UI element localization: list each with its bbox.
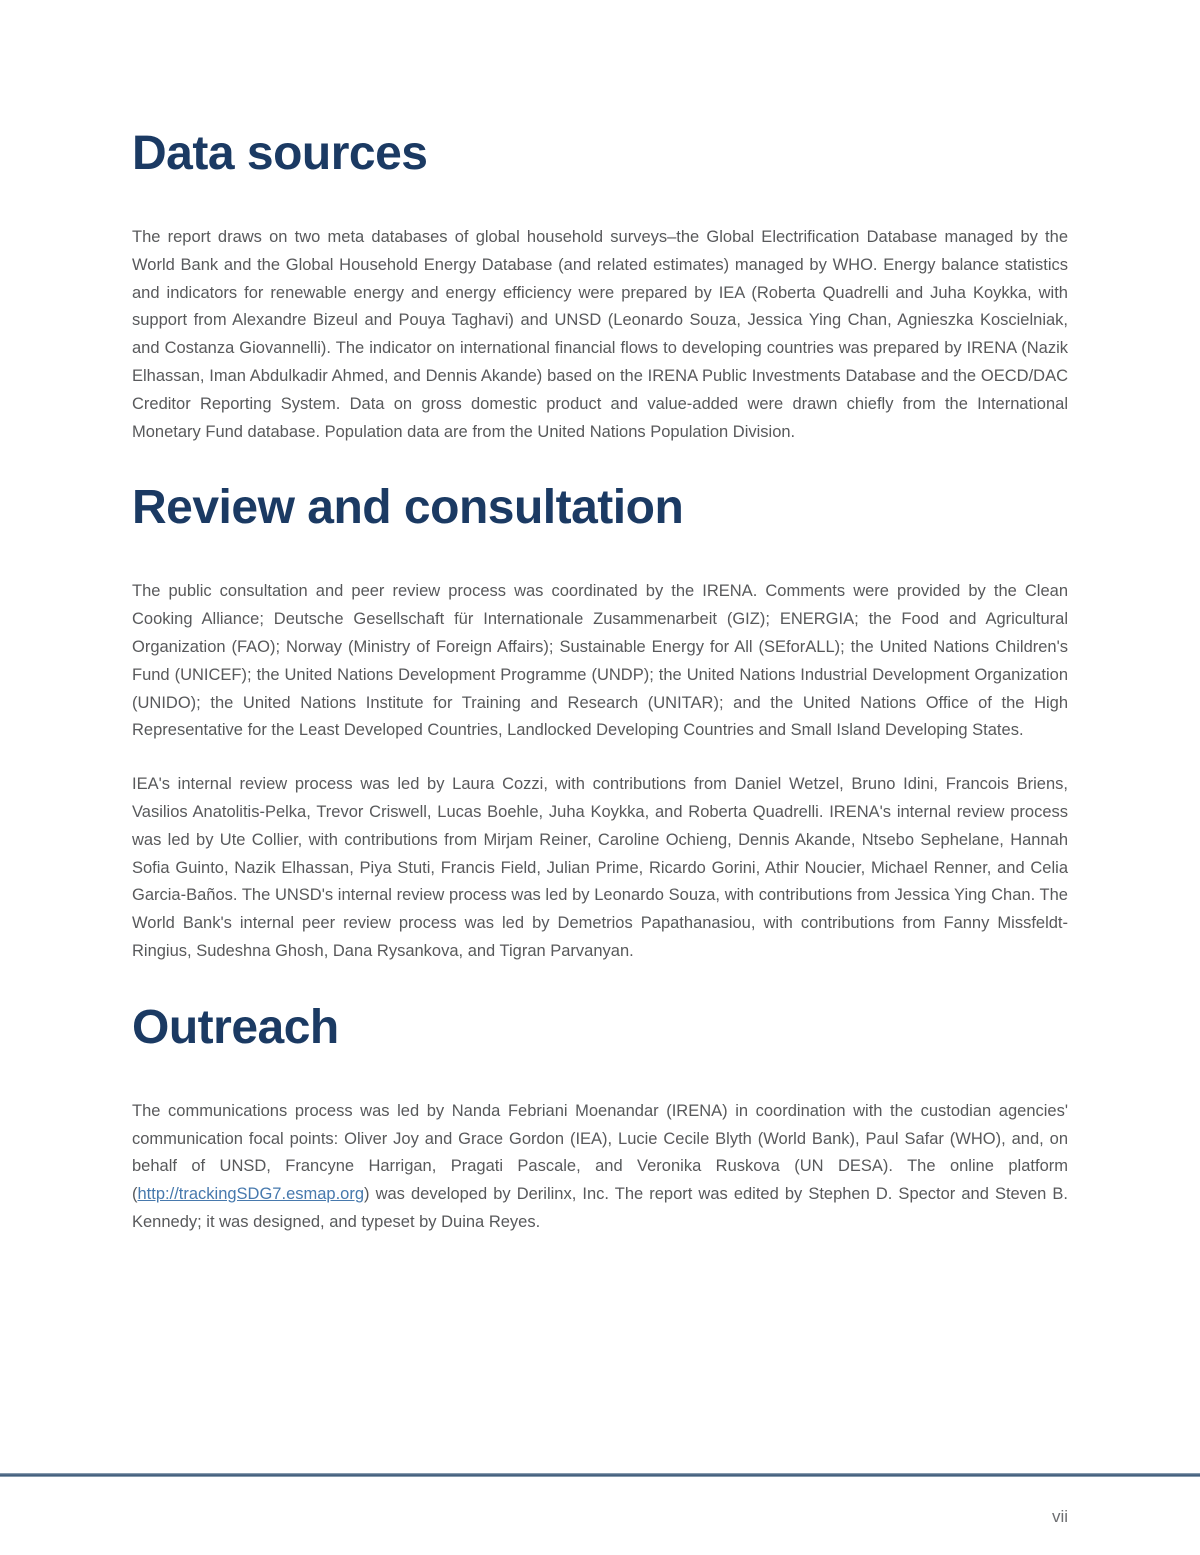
section-review-and-consultation [132, 481, 1068, 965]
review-paragraph-2: IEA's internal review process was led by Laura Cozzi, with contributions from Daniel Wetzel, Bruno Idini, Francois Briens, Vasilios Anatolitis-Pelka, Trevor Criswell, Lucas Boehle, Juha Koykka, and Roberta Quadrelli. IRENA's internal review process was led by Ute Collier, with contributions from Mirjam Reiner, Caroline Ochieng, Dennis Akande, Ntsebo Sephelane, Hannah Sofia Guinto, Nazik Elhassan, Piya Stuti, Francis Field, Julian Prime, Ricardo Gorini, Athir Noucier, Michael Renner, and Celia Garcia-Baños. The UNSD's internal review process was led by Leonardo Souza, with contributions from Jessica Ying Chan. The World Bank's internal peer review process was led by Demetrios Papathanasiou, with contributions from Fanny Missfeldt-Ringius, Sudeshna Ghosh, Dana Rysankova, and Tigran Parvanyan. [132, 775, 1068, 960]
outreach-paragraph [132, 1098, 1068, 1237]
review-paragraph-1: The public consultation and peer review process was coordinated by the IRENA. Comments were provided by the Clean Cooking Alliance; Deutsche Gesellschaft für Internationale Zusammenarbeit (GIZ); ENERGIA; the Food and Agricultural Organization (FAO); Norway (Ministry of Foreign Affairs); Sustainable Energy for All (SEforALL); the United Nations Children's Fund (UNICEF); the United Nations Development Programme (UNDP); the United Nations Industrial Development Organization (UNIDO); the United Nations Institute for Training and Research (UNITAR); and the United Nations Office of the High Representative for the Least Developed Countries, Landlocked Developing Countries and Small Island Developing States. [132, 582, 1068, 740]
review-and-consultation-heading: Review and consultation [132, 481, 684, 535]
section-data-sources [132, 127, 1068, 446]
outreach-text-before-link: The communications process was led by Nanda Febriani Moenandar (IRENA) in coordination with the custodian agencies' communication focal points: Oliver Joy and Grace Gordon (IEA), Lucie Cecile Blyth (World Bank), Paul Safar (WHO), and, on behalf of UNSD, Francyne Harrigan, Pragati Pascale, and Veronika Ruskova (UN DESA). The online platform ( [132, 1101, 1068, 1204]
data-sources-heading: Data sources [132, 127, 428, 180]
footer-rule [0, 1473, 1200, 1477]
data-sources-paragraph: The report draws on two meta databases of global household surveys–the Global Electrification Database managed by the World Bank and the Global Household Energy Database (and related estimates) managed by WHO. Energy balance statistics and indicators for renewable energy and energy efficiency were prepared by IEA (Roberta Quadrelli and Juha Koykka, with support from Alexandre Bizeul and Pouya Taghavi) and UNSD (Leonardo Souza, Jessica Ying Chan, Agnieszka Koscielniak, and Costanza Giovannelli). The indicator on international financial flows to developing countries was prepared by IRENA (Nazik Elhassan, Iman Abdulkadir Ahmed, and Dennis Akande) based on the IRENA Public Investments Database and the OECD/DAC Creditor Reporting System. Data on gross domestic product and value-added were drawn chiefly from the International Monetary Fund database. Population data are from the United Nations Population Division. [132, 228, 1068, 441]
tracking-sdg7-link[interactable]: http://trackingSDG7.esmap.org [137, 1185, 365, 1204]
outreach-heading: Outreach [132, 1000, 339, 1054]
section-outreach [132, 1000, 1068, 1237]
outreach-text-after-link: ) was developed by Derilinx, Inc. The report was edited by Stephen D. Spector and Steven B. Kennedy; it was designed, and typeset by Duina Reyes. [132, 1185, 1068, 1231]
page-number: vii [1051, 1507, 1068, 1526]
